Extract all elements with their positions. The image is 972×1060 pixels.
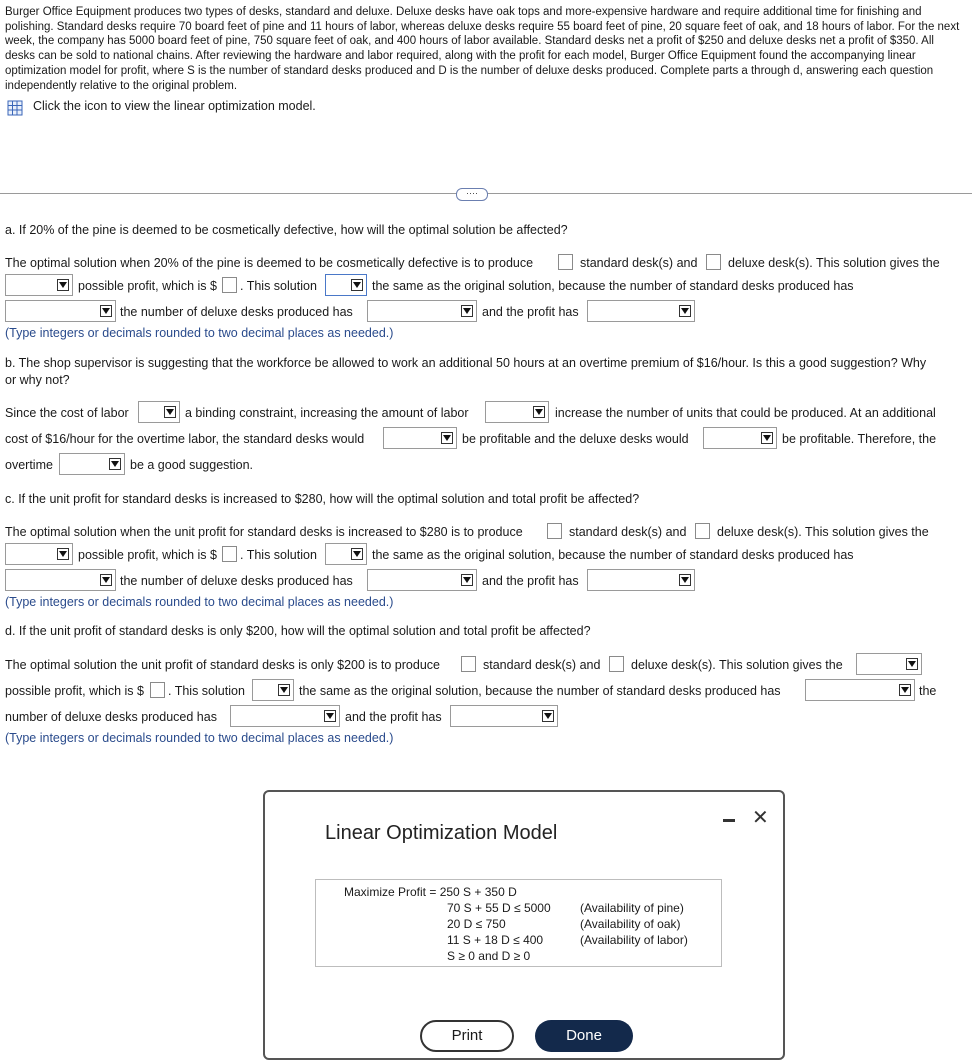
chevron-down-icon (351, 279, 363, 291)
part-d-profit-change-dropdown[interactable] (450, 705, 558, 727)
part-a-question: a. If 20% of the pine is deemed to be cosmetically defective, how will the optimal solution be affected? (5, 223, 568, 237)
chevron-down-icon (461, 574, 473, 586)
part-c-text-2: standard desk(s) and (569, 525, 687, 539)
part-b-question-line-1: b. The shop supervisor is suggesting that the workforce be allowed to work an additional 50 hours at an overtime premium of $16/hour. Is this a good suggestion? Why (5, 356, 927, 370)
part-a-hint: (Type integers or decimals rounded to two decimal places as needed.) (5, 326, 394, 340)
constraint-oak: 20 D ≤ 750 (447, 917, 506, 931)
part-b-text-1: Since the cost of labor (5, 406, 129, 420)
part-c-text-1: The optimal solution when the unit profit for standard desks is increased to $280 is to produce (5, 525, 523, 539)
minimize-icon[interactable] (723, 819, 735, 822)
label-oak: (Availability of oak) (580, 917, 681, 931)
chevron-down-icon (278, 684, 290, 696)
close-icon[interactable]: ✕ (752, 807, 769, 829)
part-a-text-7: the number of deluxe desks produced has (120, 305, 353, 319)
part-a-text-2: standard desk(s) and (580, 256, 698, 270)
part-d-question: d. If the unit profit of standard desks is only $200, how will the optimal solution and total profit be affected? (5, 624, 591, 638)
done-button[interactable]: Done (535, 1020, 633, 1052)
chevron-down-icon (679, 305, 691, 317)
part-c-same-dropdown[interactable] (325, 543, 367, 565)
part-b-text-3: increase the number of units that could be produced. At an additional (555, 406, 936, 420)
chevron-down-icon (351, 548, 363, 560)
chevron-down-icon (899, 684, 911, 696)
chevron-down-icon (441, 432, 453, 444)
objective-function: Maximize Profit = 250 S + 350 D (344, 885, 517, 899)
part-c-text-5: . This solution (240, 548, 317, 562)
part-d-text-3: deluxe desk(s). This solution gives the (631, 658, 843, 672)
part-a-same-dropdown[interactable] (325, 274, 367, 296)
part-b-text-8: be a good suggestion. (130, 458, 254, 472)
chevron-down-icon (100, 305, 112, 317)
part-b-text-4: cost of $16/hour for the overtime labor, the standard desks would (5, 432, 365, 446)
part-c-profit-input[interactable] (222, 546, 237, 562)
part-d-standard-change-dropdown[interactable] (805, 679, 915, 701)
part-a-deluxe-input[interactable] (706, 254, 721, 270)
part-c-text-6: the same as the original solution, because the number of standard desks produced has (372, 548, 854, 562)
part-c-profit-type-dropdown[interactable] (5, 543, 73, 565)
part-c-text-3: deluxe desk(s). This solution gives the (717, 525, 929, 539)
part-d-text-5: . This solution (168, 684, 245, 698)
part-b-binding-dropdown[interactable] (138, 401, 180, 423)
model-dialog (263, 790, 785, 1060)
part-a-profit-input[interactable] (222, 277, 237, 293)
part-d-text-1: The optimal solution the unit profit of standard desks is only $200 is to produce (5, 658, 440, 672)
part-d-profit-input[interactable] (150, 682, 165, 698)
part-c-hint: (Type integers or decimals rounded to two decimal places as needed.) (5, 595, 394, 609)
part-d-standard-input[interactable] (461, 656, 476, 672)
label-labor: (Availability of labor) (580, 933, 688, 947)
part-d-text-8: number of deluxe desks produced has (5, 710, 217, 724)
part-d-deluxe-change-dropdown[interactable] (230, 705, 340, 727)
part-c-text-7: the number of deluxe desks produced has (120, 574, 353, 588)
part-b-standard-profitable-dropdown[interactable] (383, 427, 457, 449)
part-d-hint: (Type integers or decimals rounded to two decimal places as needed.) (5, 731, 394, 745)
part-d-text-9: and the profit has (345, 710, 442, 724)
print-button[interactable]: Print (420, 1020, 514, 1052)
constraint-pine: 70 S + 55 D ≤ 5000 (447, 901, 551, 915)
model-box (315, 879, 722, 967)
chevron-down-icon (324, 710, 336, 722)
part-b-deluxe-profitable-dropdown[interactable] (703, 427, 777, 449)
part-a-deluxe-change-dropdown[interactable] (367, 300, 477, 322)
part-c-deluxe-input[interactable] (695, 523, 710, 539)
part-a-text-4: possible profit, which is $ (78, 279, 217, 293)
part-d-same-dropdown[interactable] (252, 679, 294, 701)
problem-intro: Burger Office Equipment produces two types of desks, standard and deluxe. Deluxe desks have oak tops and more-expensive hardware and require additional time for finishing and polishing. Standard desks require 70 board feet of pine and 11 hours of labor, whereas deluxe desks require 55 board feet of pine, 20 square feet of oak, and 18 hours of labor. For the next week, the company has 5000 board feet of pine, 750 square feet of oak, and 400 hours of labor available. Standard desks net a profit of $250 and deluxe desks net a profit of $350. All desks can be sold to national chains. After reviewing the hardware and labor required, along with the profit for each model, Burger Office Equipment found the accompanying linear optimization model for profit, where S is the number of standard desks produced and D is the number of deluxe desks produced. Complete parts a through d, answering each question independently relative to the original problem. (5, 6, 960, 92)
part-b-text-2: a binding constraint, increasing the amount of labor (185, 406, 469, 420)
dialog-title: Linear Optimization Model (325, 822, 558, 844)
part-a-text-6: the same as the original solution, because the number of standard desks produced has (372, 279, 854, 293)
chevron-down-icon (761, 432, 773, 444)
chevron-down-icon (906, 658, 918, 670)
chevron-down-icon (679, 574, 691, 586)
part-d-text-4: possible profit, which is $ (5, 684, 144, 698)
chevron-down-icon (57, 279, 69, 291)
part-c-standard-change-dropdown[interactable] (5, 569, 116, 591)
part-a-text-3: deluxe desk(s). This solution gives the (728, 256, 940, 270)
part-d-text-7: the (919, 684, 937, 698)
constraint-nonnegativity: S ≥ 0 and D ≥ 0 (447, 949, 531, 963)
part-d-text-6: the same as the original solution, because the number of standard desks produced has (299, 684, 781, 698)
part-c-text-8: and the profit has (482, 574, 579, 588)
chevron-down-icon (461, 305, 473, 317)
part-a-standard-change-dropdown[interactable] (5, 300, 116, 322)
part-c-standard-input[interactable] (547, 523, 562, 539)
constraint-labor: 11 S + 18 D ≤ 400 (447, 933, 544, 947)
part-a-text-1: The optimal solution when 20% of the pine is deemed to be cosmetically defective is to produce (5, 256, 534, 270)
part-d-profit-type-dropdown[interactable] (856, 653, 922, 675)
part-c-profit-change-dropdown[interactable] (587, 569, 695, 591)
part-a-profit-change-dropdown[interactable] (587, 300, 695, 322)
part-a-text-5: . This solution (240, 279, 317, 293)
part-b-increase-dropdown[interactable] (485, 401, 549, 423)
part-a-standard-input[interactable] (558, 254, 573, 270)
model-table-icon[interactable] (7, 100, 23, 116)
part-d-text-2: standard desk(s) and (483, 658, 601, 672)
label-pine: (Availability of pine) (580, 901, 684, 915)
expand-more-button[interactable]: ···· (456, 188, 488, 201)
part-c-deluxe-change-dropdown[interactable] (367, 569, 477, 591)
chevron-down-icon (100, 574, 112, 586)
part-a-text-8: and the profit has (482, 305, 579, 319)
chevron-down-icon (542, 710, 554, 722)
part-a-profit-type-dropdown[interactable] (5, 274, 73, 296)
part-c-text-4: possible profit, which is $ (78, 548, 217, 562)
part-d-deluxe-input[interactable] (609, 656, 624, 672)
chevron-down-icon (164, 406, 176, 418)
part-c-question: c. If the unit profit for standard desks is increased to $280, how will the optimal solution and total profit be affected? (5, 492, 640, 506)
part-b-suggestion-dropdown[interactable] (59, 453, 125, 475)
part-b-text-6: be profitable. Therefore, the (782, 432, 937, 446)
chevron-down-icon (533, 406, 545, 418)
part-b-text-5: be profitable and the deluxe desks would (462, 432, 689, 446)
chevron-down-icon (57, 548, 69, 560)
part-b-text-7: overtime (5, 458, 53, 472)
part-b-question-line-2: or why not? (5, 373, 70, 387)
chevron-down-icon (109, 458, 121, 470)
view-model-link[interactable]: Click the icon to view the linear optimization model. (33, 99, 316, 113)
